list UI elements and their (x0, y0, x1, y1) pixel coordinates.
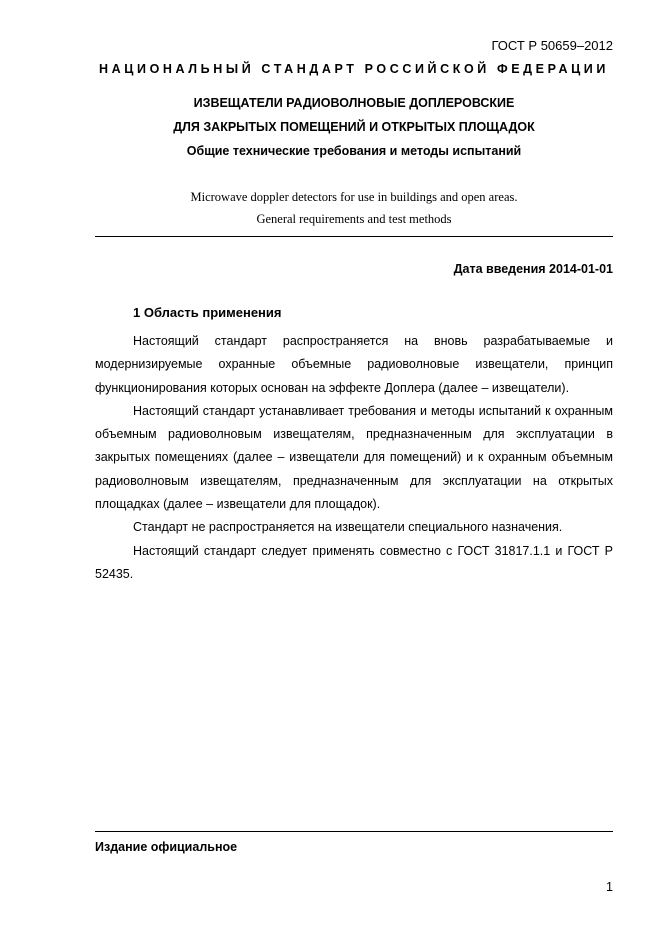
introduction-date: Дата введения 2014-01-01 (453, 262, 613, 276)
title-line-2: ДЛЯ ЗАКРЫТЫХ ПОМЕЩЕНИЙ И ОТКРЫТЫХ ПЛОЩАДОК (173, 120, 535, 134)
page-number: 1 (606, 880, 613, 894)
paragraph: Стандарт не распространяется на извещатели специального назначения. (133, 520, 563, 535)
section-heading: 1 Область применения (133, 305, 282, 320)
paragraph: Настоящий стандарт следует применять совместно с ГОСТ 31817.1.1 и ГОСТ Р 52435. (95, 543, 613, 581)
national-standard-heading: НАЦИОНАЛЬНЫЙ СТАНДАРТ РОССИЙСКОЙ ФЕДЕРАЦИИ (99, 62, 609, 76)
edition-label: Издание официальное (95, 840, 238, 854)
section-body (95, 330, 613, 586)
title-divider (95, 236, 613, 237)
footer-divider (95, 831, 613, 832)
title-subtitle: Общие технические требования и методы испытаний (186, 144, 522, 158)
paragraph: Настоящий стандарт устанавливает требования и методы испытаний к охранным объемным радиоволновым извещателям, предназначенным для эксплуатации в закрытых помещениях (далее – извещатели для помещений) и к охранным объемным радиоволновым извещателям, предназначенным для эксплуатации на открытых площадках (далее – извещатели для площадок). (95, 403, 613, 512)
paragraph: Настоящий стандарт распространяется на вновь разрабатываемые и модернизируемые охранные объемные радиоволновые извещатели, принцип функционирования которых основан на эффекте Доплера (далее – извещатели). (95, 334, 613, 395)
title-line-1: ИЗВЕЩАТЕЛИ РАДИОВОЛНОВЫЕ ДОПЛЕРОВСКИЕ (193, 96, 515, 110)
english-title-line-2: General requirements and test methods (256, 212, 452, 226)
english-title-line-1: Microwave doppler detectors for use in buildings and open areas. (190, 190, 518, 204)
gost-number: ГОСТ Р 50659–2012 (491, 38, 613, 53)
